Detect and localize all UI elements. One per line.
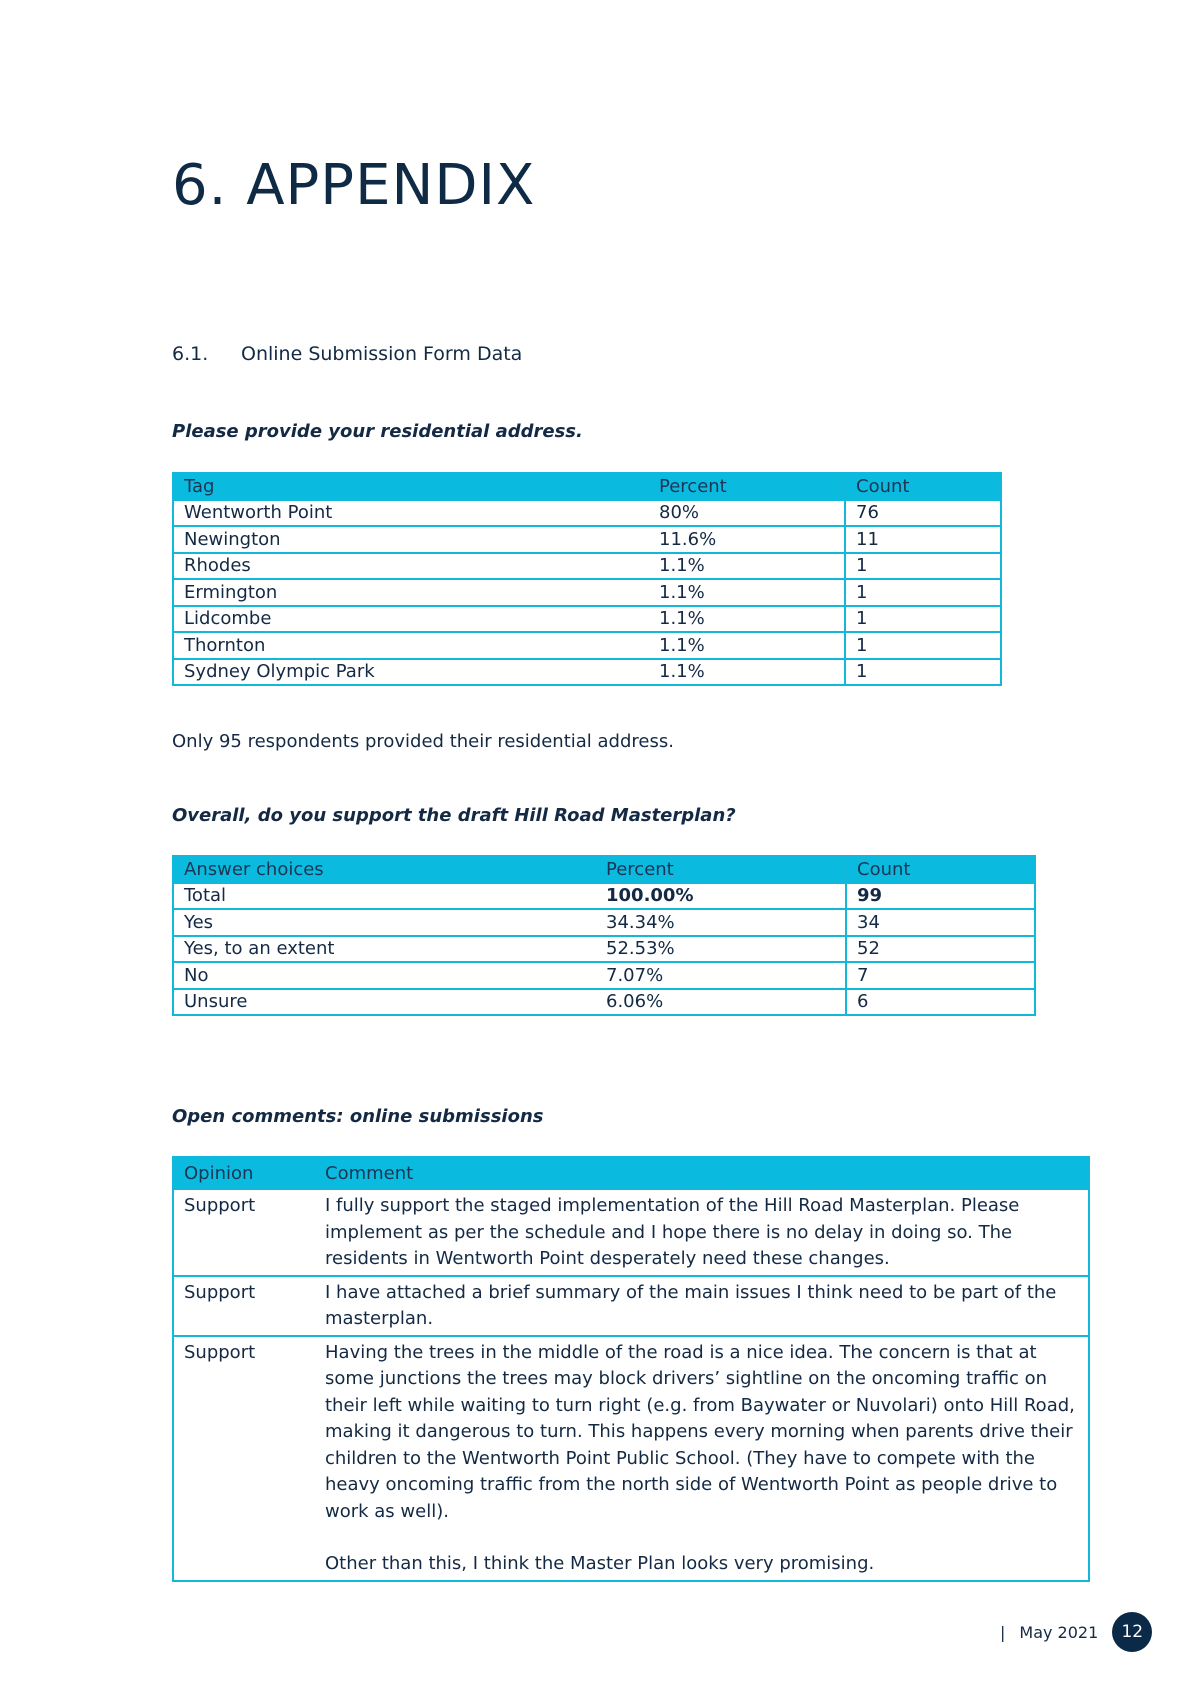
table-row <box>173 579 1001 606</box>
cell-label: Wentworth Point <box>173 500 649 527</box>
column-header-tag: Tag <box>173 473 649 500</box>
cell-label: Rhodes <box>173 553 649 580</box>
cell-opinion: Support <box>173 1276 313 1336</box>
table-row <box>173 909 1035 936</box>
comment-paragraph: I have attached a brief summary of the main issues I think need to be part of the masterplan. <box>325 1281 1057 1329</box>
cell-label: Thornton <box>173 632 649 659</box>
cell-label: Yes <box>173 909 596 936</box>
column-header-answer-choices: Answer choices <box>173 856 596 883</box>
comment-paragraph: Having the trees in the middle of the road is a nice idea. The concern is that at some junctions the trees may block drivers’ sightline on the oncoming traffic on their left while waiting to turn right (e.g. from Baywater or Nuvolari) onto Hill Road, making it dangerous to turn. This happens every morning when parents drive their children to the Wentworth Point Public School. (They have to compete with the heavy oncoming traffic from the north side of Wentworth Point as people drive to work as well). <box>325 1341 1075 1522</box>
cell-label: Sydney Olympic Park <box>173 659 649 686</box>
table-row <box>173 1336 1089 1581</box>
table-row <box>173 500 1001 527</box>
cell-label: Ermington <box>173 579 649 606</box>
cell-opinion: Support <box>173 1336 313 1581</box>
cell-percent: 1.1% <box>649 579 845 606</box>
table-row <box>173 606 1001 633</box>
page-footer <box>1000 1612 1152 1652</box>
cell-opinion: Support <box>173 1189 313 1276</box>
column-header-opinion: Opinion <box>173 1157 313 1189</box>
cell-count: 11 <box>845 526 1001 553</box>
cell-label: Unsure <box>173 989 596 1016</box>
section-title: Online Submission Form Data <box>241 343 523 365</box>
cell-comment <box>313 1276 1089 1336</box>
cell-count: 52 <box>846 936 1035 963</box>
address-table <box>172 472 1002 686</box>
cell-count: 1 <box>845 659 1001 686</box>
cell-label: Newington <box>173 526 649 553</box>
table-row <box>173 553 1001 580</box>
cell-count: 99 <box>846 883 1035 910</box>
comments-table <box>172 1156 1090 1582</box>
footer-date: May 2021 <box>1019 1622 1099 1642</box>
comments-question: Open comments: online submissions <box>172 1106 544 1127</box>
cell-count: 1 <box>845 606 1001 633</box>
cell-count: 1 <box>845 579 1001 606</box>
cell-percent: 1.1% <box>649 606 845 633</box>
section-number: 6.1. <box>172 343 209 365</box>
address-note: Only 95 respondents provided their residential address. <box>172 731 674 752</box>
column-header-count: Count <box>845 473 1001 500</box>
table-header-row <box>173 473 1001 500</box>
table-header-row <box>173 1157 1089 1189</box>
cell-count: 6 <box>846 989 1035 1016</box>
cell-percent: 1.1% <box>649 632 845 659</box>
column-header-percent: Percent <box>649 473 845 500</box>
page-number-badge: 12 <box>1112 1612 1152 1652</box>
cell-label: Total <box>173 883 596 910</box>
table-row <box>173 989 1035 1016</box>
cell-count: 1 <box>845 553 1001 580</box>
cell-comment <box>313 1336 1089 1581</box>
cell-count: 34 <box>846 909 1035 936</box>
address-question: Please provide your residential address. <box>172 421 583 442</box>
cell-percent: 11.6% <box>649 526 845 553</box>
cell-percent: 7.07% <box>596 962 846 989</box>
cell-label: Yes, to an extent <box>173 936 596 963</box>
support-table <box>172 855 1036 1016</box>
comment-paragraph: Other than this, I think the Master Plan looks very promising. <box>325 1553 875 1574</box>
comment-paragraph: I fully support the staged implementation of the Hill Road Masterplan. Please implement as per the schedule and I hope there is no delay in doing so. The residents in Wentworth Point desperately need these changes. <box>325 1195 1020 1269</box>
cell-label: No <box>173 962 596 989</box>
cell-percent: 34.34% <box>596 909 846 936</box>
table-header-row <box>173 856 1035 883</box>
cell-percent: 1.1% <box>649 553 845 580</box>
cell-count: 76 <box>845 500 1001 527</box>
column-header-count: Count <box>846 856 1035 883</box>
cell-percent: 1.1% <box>649 659 845 686</box>
support-question: Overall, do you support the draft Hill Road Masterplan? <box>172 805 736 826</box>
table-row <box>173 632 1001 659</box>
cell-percent: 6.06% <box>596 989 846 1016</box>
cell-comment <box>313 1189 1089 1276</box>
cell-percent: 100.00% <box>596 883 846 910</box>
cell-count: 7 <box>846 962 1035 989</box>
column-header-comment: Comment <box>313 1157 1089 1189</box>
cell-percent: 52.53% <box>596 936 846 963</box>
cell-label: Lidcombe <box>173 606 649 633</box>
table-row <box>173 936 1035 963</box>
section-heading <box>172 343 522 365</box>
table-row <box>173 883 1035 910</box>
table-row <box>173 526 1001 553</box>
table-row <box>173 1189 1089 1276</box>
cell-count: 1 <box>845 632 1001 659</box>
footer-separator: | <box>1000 1622 1006 1642</box>
column-header-percent: Percent <box>596 856 846 883</box>
cell-percent: 80% <box>649 500 845 527</box>
page-title: 6. APPENDIX <box>172 153 536 218</box>
table-row <box>173 659 1001 686</box>
table-row <box>173 1276 1089 1336</box>
table-row <box>173 962 1035 989</box>
